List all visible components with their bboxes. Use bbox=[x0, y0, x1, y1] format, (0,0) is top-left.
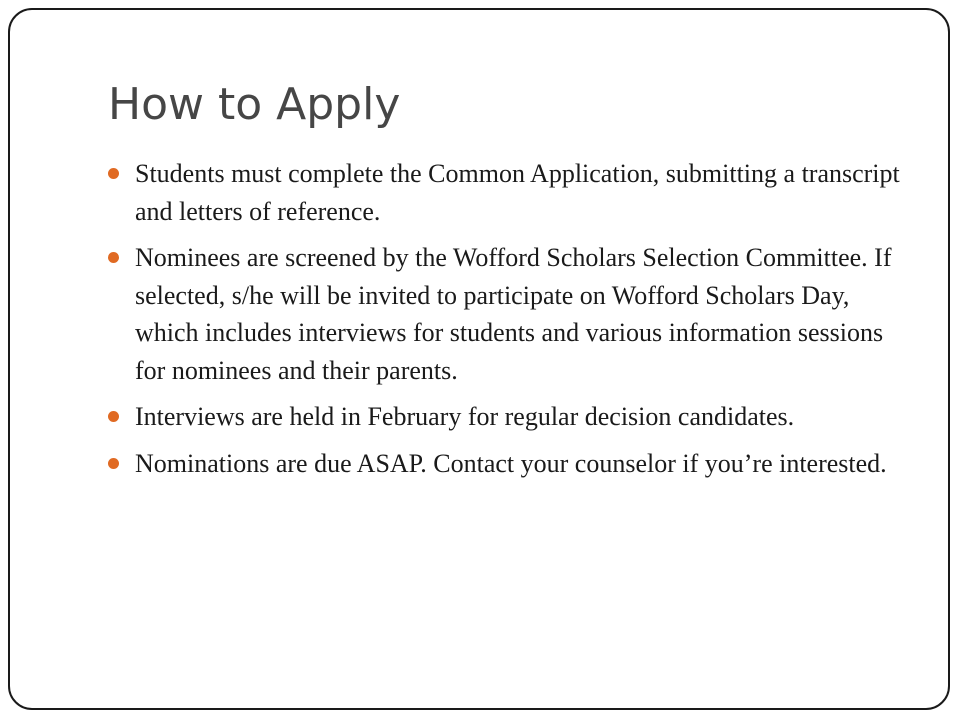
bullet-item-interviews bbox=[108, 398, 908, 436]
bullet-dot-icon bbox=[108, 252, 119, 263]
bullet-text: Interviews are held in February for regular decision candidates. bbox=[135, 402, 795, 431]
bullet-list bbox=[108, 155, 908, 491]
bullet-text: Nominees are screened by the Wofford Scholars Selection Committee. If selected, s/he will be invited to participate on Wofford Scholars Day, which includes interviews for students and various information sessions for nominees and their parents. bbox=[135, 243, 892, 385]
bullet-text: Students must complete the Common Application, submitting a transcript and letters of reference. bbox=[135, 159, 900, 226]
bullet-text: Nominations are due ASAP. Contact your counselor if you’re interested. bbox=[135, 448, 887, 478]
bullet-item-screening bbox=[108, 239, 908, 389]
bullet-item-nominations bbox=[108, 445, 908, 483]
bullet-item-application bbox=[108, 155, 908, 230]
bullet-dot-icon bbox=[108, 411, 119, 422]
bullet-dot-icon bbox=[108, 458, 119, 469]
slide-title: How to Apply bbox=[108, 79, 401, 130]
bullet-dot-icon bbox=[108, 168, 119, 179]
